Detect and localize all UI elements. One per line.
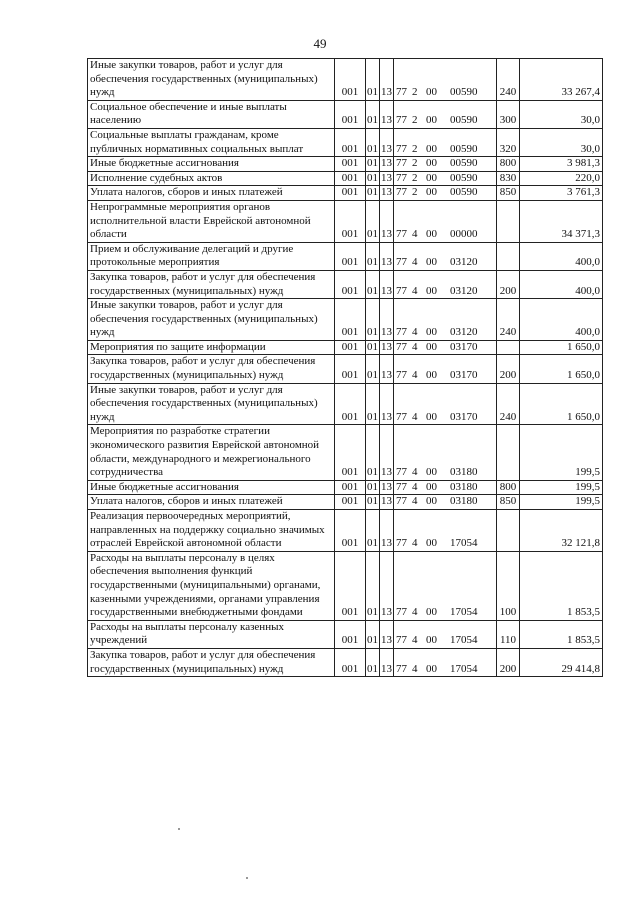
row-target-article-code — [394, 242, 497, 270]
target-article-part: 4 — [412, 466, 418, 479]
row-name: Социальное обеспечение и иные выплаты населению — [88, 100, 335, 128]
row-grbs-code: 001 — [335, 425, 366, 480]
target-article-part: 4 — [412, 634, 418, 647]
row-name: Иные бюджетные ассигнования — [88, 480, 335, 495]
table-row — [88, 551, 603, 620]
row-name: Мероприятия по защите информации — [88, 340, 335, 355]
target-article-parts — [396, 495, 496, 509]
target-article-part: 00 — [426, 466, 437, 479]
row-target-article-code — [394, 59, 497, 101]
row-subsection-code: 13 — [380, 551, 394, 620]
target-article-parts — [396, 369, 496, 383]
row-name: Реализация первоочередных мероприятий, направленных на поддержку социально значимых отраслей Еврейской автономной области — [88, 510, 335, 552]
target-article-part: 03180 — [450, 495, 478, 508]
target-article-parts — [396, 537, 496, 551]
target-article-part: 00 — [426, 495, 437, 508]
target-article-parts — [396, 256, 496, 270]
budget-table — [87, 58, 603, 677]
row-expense-type-code: 850 — [497, 186, 520, 201]
target-article-part: 77 — [396, 634, 407, 647]
target-article-part: 17054 — [450, 606, 478, 619]
row-grbs-code: 001 — [335, 355, 366, 383]
table-row — [88, 171, 603, 186]
row-subsection-code: 13 — [380, 383, 394, 425]
row-name: Уплата налогов, сборов и иных платежей — [88, 495, 335, 510]
row-name: Уплата налогов, сборов и иных платежей — [88, 186, 335, 201]
target-article-part: 77 — [396, 537, 407, 550]
row-amount: 220,0 — [520, 171, 603, 186]
target-article-part: 77 — [396, 662, 407, 675]
row-name: Закупка товаров, работ и услуг для обеспечения государственных (муниципальных) нужд — [88, 648, 335, 676]
row-target-article-code — [394, 383, 497, 425]
target-article-part: 4 — [412, 284, 418, 297]
target-article-part: 00590 — [450, 157, 478, 170]
target-article-part: 77 — [396, 495, 407, 508]
row-target-article-code — [394, 551, 497, 620]
row-target-article-code — [394, 186, 497, 201]
row-section-code: 01 — [366, 128, 380, 156]
row-grbs-code: 001 — [335, 100, 366, 128]
row-subsection-code: 13 — [380, 59, 394, 101]
scan-speck — [246, 877, 248, 879]
row-target-article-code — [394, 128, 497, 156]
target-article-part: 00 — [426, 256, 437, 269]
target-article-part: 00 — [426, 86, 437, 99]
row-amount: 34 371,3 — [520, 200, 603, 242]
target-article-part: 77 — [396, 466, 407, 479]
target-article-part: 00 — [426, 326, 437, 339]
target-article-part: 2 — [412, 157, 418, 170]
target-article-part: 03120 — [450, 284, 478, 297]
target-article-part: 03170 — [450, 410, 478, 423]
row-expense-type-code: 800 — [497, 480, 520, 495]
target-article-part: 77 — [396, 86, 407, 99]
row-section-code: 01 — [366, 495, 380, 510]
row-grbs-code: 001 — [335, 128, 366, 156]
table-row — [88, 425, 603, 480]
target-article-part: 4 — [412, 228, 418, 241]
row-expense-type-code: 850 — [497, 495, 520, 510]
target-article-parts — [396, 228, 496, 242]
target-article-part: 00590 — [450, 86, 478, 99]
budget-table-body — [88, 59, 603, 677]
target-article-parts — [396, 172, 496, 186]
row-amount: 400,0 — [520, 299, 603, 341]
row-amount: 199,5 — [520, 480, 603, 495]
table-row — [88, 480, 603, 495]
target-article-part: 77 — [396, 326, 407, 339]
row-grbs-code: 001 — [335, 340, 366, 355]
row-grbs-code: 001 — [335, 620, 366, 648]
row-name: Социальные выплаты гражданам, кроме публичных нормативных социальных выплат — [88, 128, 335, 156]
target-article-part: 00 — [426, 284, 437, 297]
row-subsection-code: 13 — [380, 355, 394, 383]
target-article-parts — [396, 411, 496, 425]
table-row — [88, 270, 603, 298]
row-amount: 400,0 — [520, 242, 603, 270]
row-grbs-code: 001 — [335, 383, 366, 425]
target-article-parts — [396, 143, 496, 157]
row-name: Мероприятия по разработке стратегии экономического развития Еврейской автономной области, международного и межрегионального сотрудничества — [88, 425, 335, 480]
target-article-parts — [396, 114, 496, 128]
target-article-part: 03180 — [450, 480, 478, 493]
target-article-part: 4 — [412, 480, 418, 493]
target-article-part: 00590 — [450, 142, 478, 155]
target-article-parts — [396, 186, 496, 200]
target-article-parts — [396, 157, 496, 171]
row-expense-type-code: 800 — [497, 157, 520, 172]
page-number: 49 — [313, 36, 327, 51]
row-section-code: 01 — [366, 383, 380, 425]
row-name: Прием и обслуживание делегаций и другие протокольные мероприятия — [88, 242, 335, 270]
target-article-part: 77 — [396, 171, 407, 184]
row-section-code: 01 — [366, 171, 380, 186]
row-target-article-code — [394, 620, 497, 648]
row-name: Расходы на выплаты персоналу казенных учреждений — [88, 620, 335, 648]
target-article-part: 2 — [412, 186, 418, 199]
row-target-article-code — [394, 200, 497, 242]
target-article-part: 2 — [412, 86, 418, 99]
target-article-part: 77 — [396, 157, 407, 170]
row-expense-type-code: 320 — [497, 128, 520, 156]
row-subsection-code: 13 — [380, 495, 394, 510]
row-amount: 199,5 — [520, 495, 603, 510]
row-section-code: 01 — [366, 620, 380, 648]
row-target-article-code — [394, 480, 497, 495]
row-target-article-code — [394, 648, 497, 676]
target-article-part: 00 — [426, 186, 437, 199]
target-article-parts — [396, 326, 496, 340]
row-subsection-code: 13 — [380, 186, 394, 201]
target-article-part: 77 — [396, 142, 407, 155]
row-subsection-code: 13 — [380, 171, 394, 186]
row-target-article-code — [394, 171, 497, 186]
row-section-code: 01 — [366, 270, 380, 298]
target-article-part: 03170 — [450, 369, 478, 382]
row-subsection-code: 13 — [380, 510, 394, 552]
target-article-part: 03120 — [450, 256, 478, 269]
row-subsection-code: 13 — [380, 425, 394, 480]
row-subsection-code: 13 — [380, 480, 394, 495]
row-amount: 30,0 — [520, 100, 603, 128]
row-name: Иные бюджетные ассигнования — [88, 157, 335, 172]
row-amount: 32 121,8 — [520, 510, 603, 552]
target-article-part: 00590 — [450, 114, 478, 127]
target-article-part: 4 — [412, 340, 418, 353]
target-article-part: 00 — [426, 410, 437, 423]
row-amount: 400,0 — [520, 270, 603, 298]
row-target-article-code — [394, 299, 497, 341]
row-subsection-code: 13 — [380, 157, 394, 172]
target-article-part: 4 — [412, 256, 418, 269]
target-article-part: 2 — [412, 142, 418, 155]
row-expense-type-code: 830 — [497, 171, 520, 186]
target-article-part: 4 — [412, 495, 418, 508]
target-article-part: 2 — [412, 114, 418, 127]
row-section-code: 01 — [366, 510, 380, 552]
row-subsection-code: 13 — [380, 100, 394, 128]
row-section-code: 01 — [366, 59, 380, 101]
row-section-code: 01 — [366, 425, 380, 480]
row-grbs-code: 001 — [335, 242, 366, 270]
target-article-part: 2 — [412, 171, 418, 184]
row-expense-type-code: 300 — [497, 100, 520, 128]
target-article-part: 77 — [396, 284, 407, 297]
target-article-part: 03180 — [450, 466, 478, 479]
target-article-parts — [396, 663, 496, 677]
target-article-part: 77 — [396, 228, 407, 241]
row-grbs-code: 001 — [335, 551, 366, 620]
table-row — [88, 299, 603, 341]
row-subsection-code: 13 — [380, 242, 394, 270]
row-grbs-code: 001 — [335, 648, 366, 676]
row-subsection-code: 13 — [380, 128, 394, 156]
row-expense-type-code: 110 — [497, 620, 520, 648]
row-expense-type-code — [497, 510, 520, 552]
target-article-part: 4 — [412, 537, 418, 550]
table-row — [88, 200, 603, 242]
row-subsection-code: 13 — [380, 200, 394, 242]
table-row — [88, 383, 603, 425]
row-subsection-code: 13 — [380, 648, 394, 676]
target-article-part: 77 — [396, 480, 407, 493]
row-section-code: 01 — [366, 551, 380, 620]
target-article-parts — [396, 86, 496, 100]
row-amount: 33 267,4 — [520, 59, 603, 101]
row-name: Иные закупки товаров, работ и услуг для обеспечения государственных (муниципальных) нужд — [88, 59, 335, 101]
row-amount: 1 650,0 — [520, 383, 603, 425]
table-row — [88, 100, 603, 128]
row-subsection-code: 13 — [380, 270, 394, 298]
row-amount: 3 761,3 — [520, 186, 603, 201]
target-article-parts — [396, 634, 496, 648]
target-article-part: 77 — [396, 186, 407, 199]
target-article-part: 77 — [396, 340, 407, 353]
target-article-part: 4 — [412, 662, 418, 675]
target-article-part: 00 — [426, 171, 437, 184]
row-amount: 1 650,0 — [520, 340, 603, 355]
table-row — [88, 157, 603, 172]
row-amount: 3 981,3 — [520, 157, 603, 172]
table-row — [88, 242, 603, 270]
row-section-code: 01 — [366, 299, 380, 341]
row-grbs-code: 001 — [335, 186, 366, 201]
target-article-part: 4 — [412, 369, 418, 382]
row-subsection-code: 13 — [380, 340, 394, 355]
row-grbs-code: 001 — [335, 480, 366, 495]
row-expense-type-code: 240 — [497, 59, 520, 101]
row-target-article-code — [394, 510, 497, 552]
target-article-part: 00 — [426, 537, 437, 550]
target-article-part: 00 — [426, 369, 437, 382]
row-expense-type-code: 200 — [497, 355, 520, 383]
row-section-code: 01 — [366, 186, 380, 201]
target-article-parts — [396, 481, 496, 495]
row-grbs-code: 001 — [335, 299, 366, 341]
target-article-part: 00000 — [450, 228, 478, 241]
row-grbs-code: 001 — [335, 171, 366, 186]
target-article-parts — [396, 341, 496, 355]
row-grbs-code: 001 — [335, 495, 366, 510]
target-article-part: 77 — [396, 369, 407, 382]
row-section-code: 01 — [366, 242, 380, 270]
table-row — [88, 510, 603, 552]
target-article-parts — [396, 606, 496, 620]
target-article-part: 00 — [426, 606, 437, 619]
scan-speck — [178, 828, 180, 830]
row-section-code: 01 — [366, 100, 380, 128]
row-name: Закупка товаров, работ и услуг для обеспечения государственных (муниципальных) нужд — [88, 270, 335, 298]
table-row — [88, 355, 603, 383]
row-expense-type-code: 100 — [497, 551, 520, 620]
target-article-part: 00 — [426, 157, 437, 170]
row-target-article-code — [394, 340, 497, 355]
row-grbs-code: 001 — [335, 59, 366, 101]
target-article-part: 00 — [426, 662, 437, 675]
row-amount: 1 853,5 — [520, 551, 603, 620]
table-row — [88, 495, 603, 510]
row-amount: 199,5 — [520, 425, 603, 480]
row-expense-type-code: 200 — [497, 648, 520, 676]
table-row — [88, 59, 603, 101]
target-article-part: 00 — [426, 634, 437, 647]
row-section-code: 01 — [366, 355, 380, 383]
row-expense-type-code — [497, 340, 520, 355]
row-name: Иные закупки товаров, работ и услуг для обеспечения государственных (муниципальных) нужд — [88, 383, 335, 425]
row-expense-type-code — [497, 200, 520, 242]
row-expense-type-code — [497, 242, 520, 270]
table-row — [88, 648, 603, 676]
row-subsection-code: 13 — [380, 620, 394, 648]
row-amount: 30,0 — [520, 128, 603, 156]
target-article-part: 77 — [396, 410, 407, 423]
row-grbs-code: 001 — [335, 270, 366, 298]
row-target-article-code — [394, 270, 497, 298]
row-target-article-code — [394, 157, 497, 172]
target-article-part: 4 — [412, 410, 418, 423]
target-article-part: 17054 — [450, 662, 478, 675]
target-article-part: 77 — [396, 256, 407, 269]
target-article-part: 00 — [426, 480, 437, 493]
target-article-part: 00 — [426, 340, 437, 353]
row-grbs-code: 001 — [335, 200, 366, 242]
target-article-part: 00 — [426, 228, 437, 241]
table-row — [88, 128, 603, 156]
row-target-article-code — [394, 355, 497, 383]
target-article-part: 00 — [426, 142, 437, 155]
row-name: Непрограммные мероприятия органов исполнительной власти Еврейской автономной области — [88, 200, 335, 242]
row-grbs-code: 001 — [335, 157, 366, 172]
row-section-code: 01 — [366, 648, 380, 676]
target-article-part: 03120 — [450, 326, 478, 339]
row-expense-type-code: 240 — [497, 299, 520, 341]
target-article-part: 00 — [426, 114, 437, 127]
row-expense-type-code — [497, 425, 520, 480]
row-section-code: 01 — [366, 200, 380, 242]
target-article-part: 00590 — [450, 171, 478, 184]
target-article-part: 03170 — [450, 340, 478, 353]
row-section-code: 01 — [366, 157, 380, 172]
row-expense-type-code: 200 — [497, 270, 520, 298]
table-row — [88, 340, 603, 355]
target-article-part: 4 — [412, 606, 418, 619]
row-amount: 1 650,0 — [520, 355, 603, 383]
row-section-code: 01 — [366, 340, 380, 355]
row-name: Закупка товаров, работ и услуг для обеспечения государственных (муниципальных) нужд — [88, 355, 335, 383]
target-article-part: 4 — [412, 326, 418, 339]
target-article-part: 77 — [396, 114, 407, 127]
row-name: Исполнение судебных актов — [88, 171, 335, 186]
target-article-part: 17054 — [450, 634, 478, 647]
row-section-code: 01 — [366, 480, 380, 495]
row-grbs-code: 001 — [335, 510, 366, 552]
row-target-article-code — [394, 100, 497, 128]
row-target-article-code — [394, 495, 497, 510]
row-target-article-code — [394, 425, 497, 480]
target-article-parts — [396, 285, 496, 299]
target-article-part: 77 — [396, 606, 407, 619]
target-article-parts — [396, 466, 496, 480]
target-article-part: 00590 — [450, 186, 478, 199]
row-amount: 29 414,8 — [520, 648, 603, 676]
table-row — [88, 620, 603, 648]
row-name: Расходы на выплаты персоналу в целях обеспечения выполнения функций государственными (муниципальными) органами, казенными учреждениями, органами управления государственными внебюджетными фондами — [88, 551, 335, 620]
row-amount: 1 853,5 — [520, 620, 603, 648]
row-expense-type-code: 240 — [497, 383, 520, 425]
target-article-part: 17054 — [450, 537, 478, 550]
table-row — [88, 186, 603, 201]
row-subsection-code: 13 — [380, 299, 394, 341]
row-name: Иные закупки товаров, работ и услуг для обеспечения государственных (муниципальных) нужд — [88, 299, 335, 341]
